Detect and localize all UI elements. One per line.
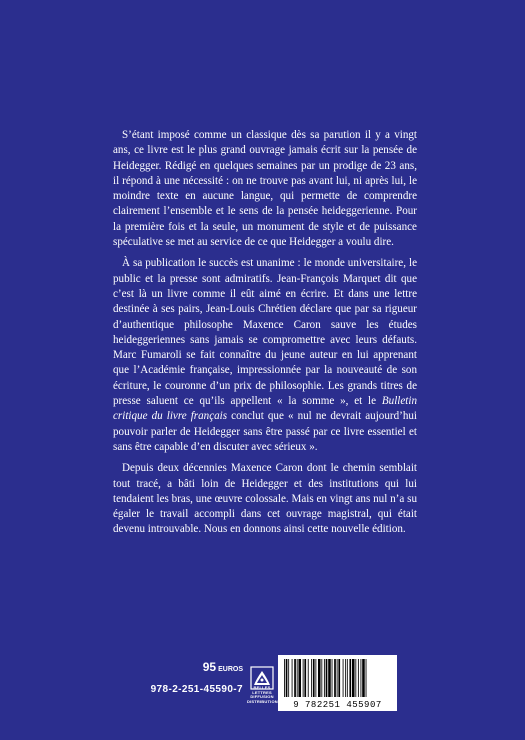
- paragraph-2-before: À sa publication le succès est unanime : le monde universitaire, le public et la presse sont admiratifs. Jean-François Marquet dit que c’est là un livre comme il eût aimé en écrire. Et dans une lettre destinée à ses pairs, Jean-Louis Chrétien déclare que par sa rigueur d’authentique philosophe Maxence Caron sauve les études heideggeriennes sans jamais se compromettre avec leurs défauts. Marc Fumaroli se fait connaître du jeune auteur en lui apprenant que l’Académie française, impressionnée par la nouveauté de son écriture, le couronne d’un prix de philosophie. Les grands titres de presse saluent ce qu’ils appellent « la somme », et le: [113, 257, 417, 408]
- barcode-bar: [315, 659, 316, 697]
- barcode: [278, 655, 397, 711]
- price: [203, 660, 243, 674]
- barcode-bar: [358, 659, 359, 697]
- barcode-bar: [349, 659, 351, 697]
- paragraph-2-after: conclut que « nul ne devrait aujourd’hui pouvoir parler de Heidegger sans être passé par ce livre essentiel et sans être capable d’en discuter avec sérieux ».: [113, 410, 417, 453]
- barcode-bar: [338, 659, 340, 697]
- barcode-bar: [347, 659, 348, 697]
- barcode-bar: [343, 659, 344, 697]
- paragraph-2-italic-title: Bulletin critique du livre français: [113, 395, 417, 423]
- publisher-logo-text: [247, 686, 277, 704]
- logo-line-2: DIFFUSION: [250, 694, 274, 700]
- barcode-bar: [345, 659, 346, 697]
- barcode-bar: [324, 659, 325, 697]
- paragraph-3: Depuis deux décennies Maxence Caron dont le chemin semblait tout tracé, a bâti loin de Heidegger et des institutions qui lui tendaient les bras, une œuvre colossale. Mais en vingt ans nul n’a su égaler le travail accompli dans cet ouvrage magistral, qui était devenu introuvable. Nous en donnons ainsi cette nouvelle édition.: [113, 462, 417, 536]
- barcode-digits: 9 782251 455907: [293, 700, 382, 710]
- barcode-bar: [313, 659, 315, 697]
- barcode-bar: [362, 659, 365, 697]
- paragraph-2: [113, 256, 417, 455]
- barcode-bar: [286, 659, 288, 697]
- barcode-bar: [297, 659, 298, 697]
- barcode-bar: [303, 659, 304, 697]
- barcode-bar: [304, 659, 306, 697]
- barcode-bar: [355, 659, 356, 697]
- barcode-bar: [366, 659, 367, 697]
- barcode-bar: [361, 659, 362, 697]
- barcode-bar: [321, 659, 322, 697]
- back-cover-text: [113, 128, 417, 538]
- paragraph-1: S’étant imposé comme un classique dès sa parution il y a vingt ans, ce livre est le plus grand ouvrage jamais écrit sur la pensée de Heidegger. Rédigé en quelques semaines par un prodige de 23 ans, il répond à une nécessité : on ne trouve pas avant lui, ni après lui, le moindre texte en aucune langue, qui permette de comprendre clairement l’ensemble et le sens de la pensée heideggerienne. Pour la première fois et la seule, un monument de style et de puissance spéculative se met au service de ce que Heidegger a voulu dire.: [113, 129, 417, 249]
- barcode-bar: [294, 659, 296, 697]
- barcode-bar: [318, 659, 321, 697]
- barcode-bar: [337, 659, 338, 697]
- barcode-bar: [308, 659, 309, 697]
- price-amount: 95: [202, 660, 217, 674]
- barcode-bars-icon: [282, 659, 393, 697]
- logo-line-1: BELLES LETTRES: [252, 685, 272, 695]
- barcode-bar: [328, 659, 331, 697]
- barcode-bar: [326, 659, 328, 697]
- barcode-bar: [334, 659, 336, 697]
- barcode-bar: [292, 659, 293, 697]
- barcode-bar: [288, 659, 289, 697]
- logo-line-3: DISTRIBUTION: [247, 698, 278, 704]
- isbn: 978-2-251-45590-7: [150, 684, 243, 695]
- barcode-bar: [311, 659, 312, 697]
- barcode-bar: [284, 659, 285, 697]
- barcode-bar: [298, 659, 301, 697]
- price-unit: EUROS: [218, 666, 243, 673]
- barcode-bar: [352, 659, 355, 697]
- barcode-bar: [332, 659, 333, 697]
